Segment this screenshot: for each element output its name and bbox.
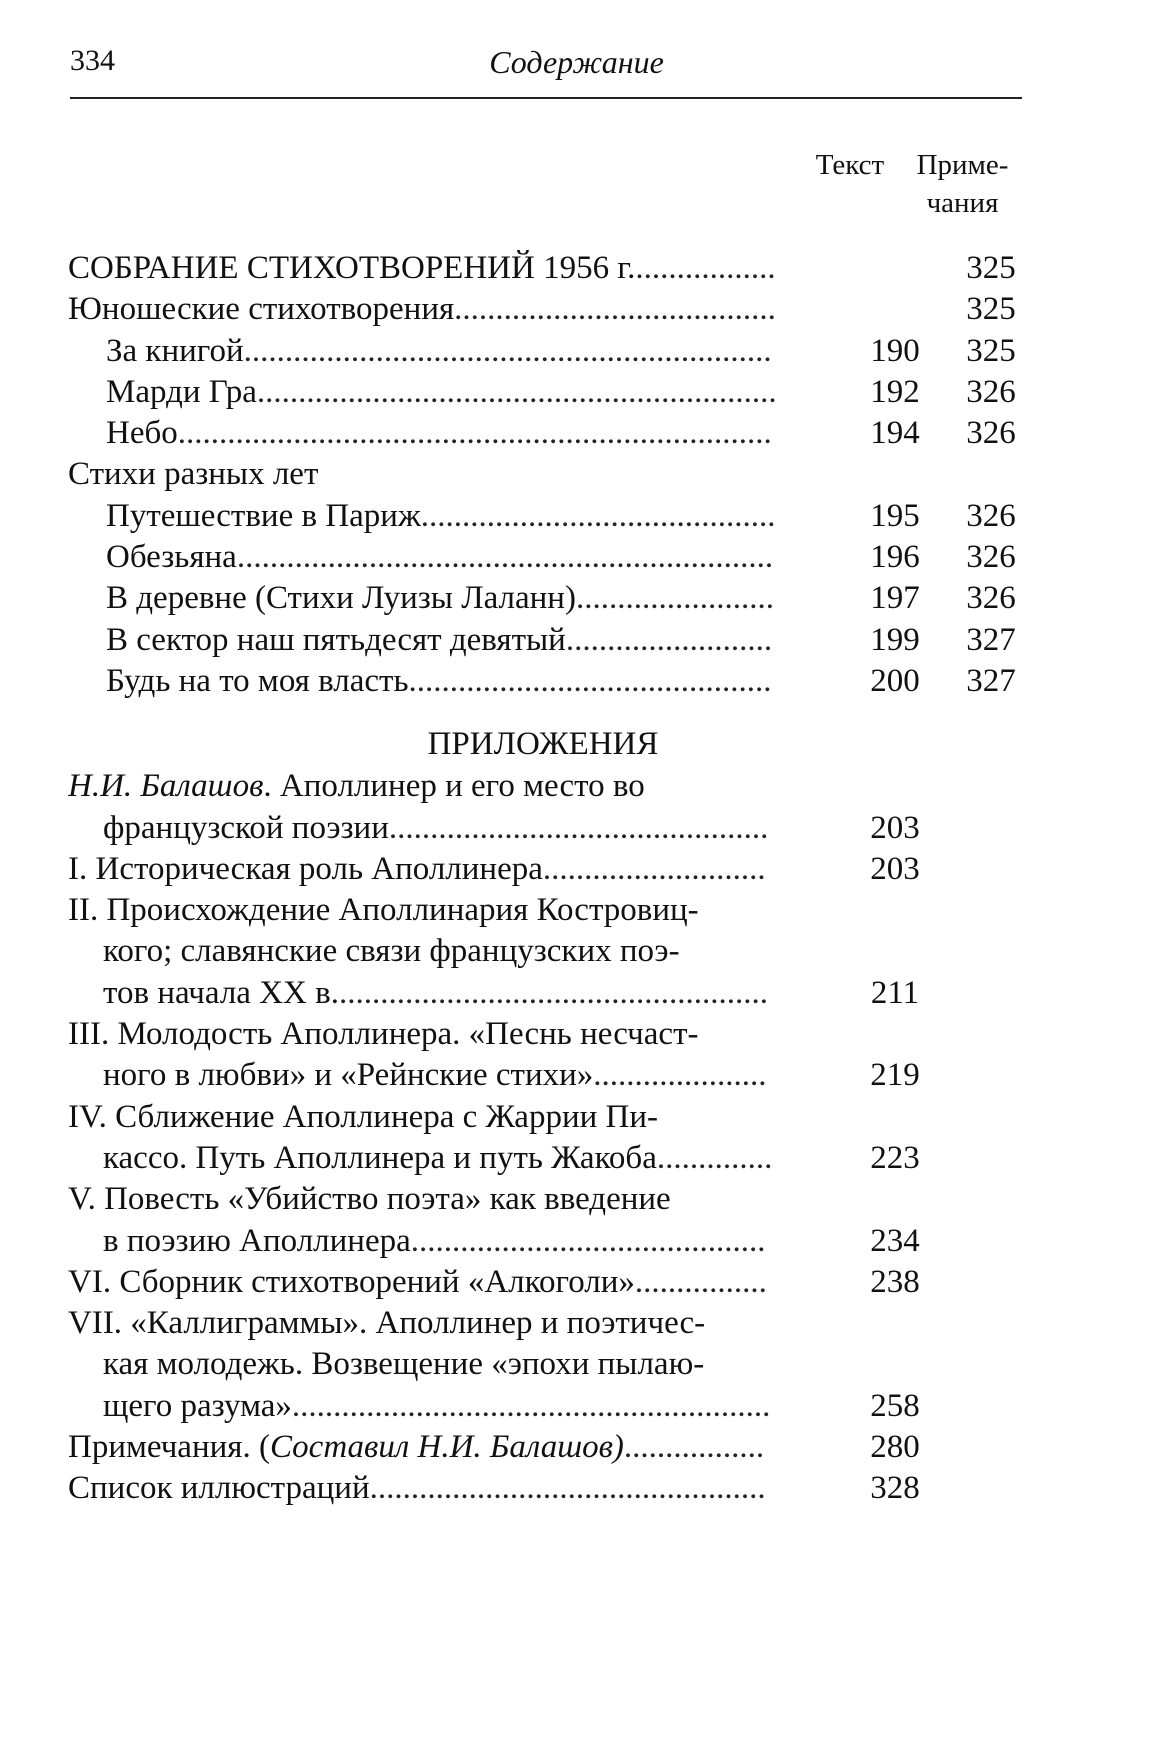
entry-title: За книгой................................................................ xyxy=(106,332,772,369)
text-page: 258 xyxy=(870,1387,920,1424)
toc-entry xyxy=(68,808,1018,849)
chapter-1-title: I. Историческая роль Аполлинера xyxy=(68,850,543,887)
chapter-6-title: VI. Сборник стихотворений «Алкоголи» xyxy=(68,1263,635,1300)
entry-title: В сектор наш пятьдесят девятый......................... xyxy=(106,621,773,658)
text-page: 194 xyxy=(870,415,920,452)
toc-entry xyxy=(68,289,1018,330)
text-page: 238 xyxy=(870,1263,920,1300)
entry-label: За книгой xyxy=(106,332,244,369)
notes-page: 325 xyxy=(966,291,1016,328)
table-of-contents xyxy=(68,248,1018,1510)
toc-entry xyxy=(68,1427,1018,1468)
entry-label: Стихи разных лет xyxy=(68,456,319,493)
text-page: 196 xyxy=(870,539,920,576)
essay-title-line1: . Аполлинер и его место во xyxy=(263,768,645,805)
text-page: 199 xyxy=(870,621,920,658)
text-page: 195 xyxy=(870,497,920,534)
text-page: 203 xyxy=(870,809,920,846)
entry-title: IV. Сближение Аполлинера с Жаррии Пи- xyxy=(68,1098,659,1135)
notes-page: 327 xyxy=(966,621,1016,658)
notes-label: Примечания. ( xyxy=(68,1429,270,1466)
entry-title: в поэзию Аполлинера........................................... xyxy=(103,1222,766,1259)
toc-entry xyxy=(68,890,1018,931)
toc-entry xyxy=(68,1468,1018,1509)
text-page: 197 xyxy=(870,580,920,617)
running-title: Содержание xyxy=(489,44,664,80)
entry-label: Марди Гра xyxy=(106,373,257,410)
toc-entry xyxy=(68,248,1018,289)
toc-entry xyxy=(68,1097,1018,1138)
toc-entry xyxy=(68,1014,1018,1055)
notes-page: 326 xyxy=(966,580,1016,617)
notes-page: 326 xyxy=(966,497,1016,534)
text-page: 219 xyxy=(870,1057,920,1094)
entry-label: Юношеские стихотворения xyxy=(68,291,455,328)
toc-entry xyxy=(68,1344,1018,1385)
column-header-notes-line2: чания xyxy=(926,187,999,219)
text-page: 203 xyxy=(870,850,920,887)
toc-entry xyxy=(68,537,1018,578)
column-header-notes-line1: Приме- xyxy=(916,149,1009,181)
entry-label: Обезьяна xyxy=(106,539,237,576)
notes-page: 326 xyxy=(966,415,1016,452)
toc-entry xyxy=(68,849,1018,890)
notes-compiler: Составил Н.И. Балашов) xyxy=(269,1429,624,1466)
toc-entry xyxy=(68,931,1018,972)
text-page: 192 xyxy=(870,373,920,410)
toc-entry xyxy=(68,973,1018,1014)
text-page: 234 xyxy=(870,1222,920,1259)
header-rule xyxy=(70,97,1022,99)
toc-entry xyxy=(68,1303,1018,1344)
notes-page: 327 xyxy=(966,662,1016,699)
entry-title: щего разума».......................................................... xyxy=(103,1387,771,1424)
entry-title xyxy=(68,454,318,495)
chapter-3-title-line2: ного в любви» и «Рейнские стихи» xyxy=(103,1057,594,1094)
entry-title: VII. «Каллиграммы». Аполлинер и поэтичес- xyxy=(68,1305,706,1342)
appendix-heading: ПРИЛОЖЕНИЯ xyxy=(427,726,659,763)
entry-title: I. Историческая роль Аполлинера........................... xyxy=(68,850,766,887)
toc-entry xyxy=(68,1179,1018,1220)
entry-title: Путешествие в Париж........................................... xyxy=(106,497,776,534)
entry-title: французской поэзии.............................................. xyxy=(103,809,769,846)
toc-entry xyxy=(68,1055,1018,1096)
entry-label: В сектор наш пятьдесят девятый xyxy=(106,621,566,658)
column-header-notes xyxy=(905,146,1020,222)
entry-title: тов начала XX в..................................................... xyxy=(103,974,768,1011)
poems-section xyxy=(68,248,1018,702)
entry-title: II. Происхождение Аполлинария Костровиц- xyxy=(68,892,699,929)
toc-entry xyxy=(68,1138,1018,1179)
entry-title: Обезьяна................................................................. xyxy=(106,539,774,576)
entry-title: кая молодежь. Возвещение «эпохи пылаю- xyxy=(103,1346,705,1383)
entry-title: кого; славянские связи французских поэ- xyxy=(103,933,680,970)
essay-author: Н.И. Балашов xyxy=(68,768,264,805)
notes-page: 326 xyxy=(966,373,1016,410)
toc-entry xyxy=(68,578,1018,619)
chapter-4-title-line2: кассо. Путь Аполлинера и путь Жакоба xyxy=(103,1139,657,1176)
entry-label: Небо xyxy=(106,415,178,452)
toc-entry xyxy=(68,1386,1018,1427)
entry-title: Юношеские стихотворения....................................... xyxy=(68,291,776,328)
entry-title xyxy=(68,766,645,807)
text-page: 223 xyxy=(870,1139,920,1176)
essay-title-line2: французской поэзии xyxy=(103,809,389,846)
entry-title: VI. Сборник стихотворений «Алкоголи»................ xyxy=(68,1263,767,1300)
entry-title: СОБРАНИЕ СТИХОТВОРЕНИЙ 1956 г.................. xyxy=(68,250,776,286)
entry-title: Небо........................................................................ xyxy=(106,415,772,452)
toc-entry xyxy=(68,413,1018,454)
toc-entry xyxy=(68,661,1018,702)
entry-label: Путешествие в Париж xyxy=(106,497,421,534)
illustrations-title: Список иллюстраций xyxy=(68,1470,370,1507)
chapter-2-title-line3: тов начала XX в. xyxy=(103,974,339,1011)
toc-entry xyxy=(68,620,1018,661)
toc-entry xyxy=(68,454,1018,495)
entry-title: В деревне (Стихи Луизы Лаланн)........................ xyxy=(106,580,774,617)
entry-label: Будь на то моя власть xyxy=(106,662,409,699)
toc-entry xyxy=(68,1221,1018,1262)
toc-entry xyxy=(68,766,1018,807)
notes-page: 326 xyxy=(966,539,1016,576)
text-page: 211 xyxy=(870,974,920,1011)
notes-page: 325 xyxy=(966,250,1016,286)
column-header-text: Текст xyxy=(815,149,885,181)
entry-title: кассо. Путь Аполлинера и путь Жакоба.............. xyxy=(103,1139,773,1176)
entry-title: Будь на то моя власть............................................ xyxy=(106,662,772,699)
chapter-7-title-line3: щего разума» xyxy=(103,1387,292,1424)
entry-title: Список иллюстраций................................................ xyxy=(68,1470,766,1507)
entry-title: III. Молодость Аполлинера. «Песнь несчаст- xyxy=(68,1016,699,1053)
entry-title: Марди Гра............................................................... xyxy=(106,373,777,410)
text-page: 190 xyxy=(870,332,920,369)
entry-title: ного в любви» и «Рейнские стихи»..................... xyxy=(103,1057,767,1094)
appendix-section xyxy=(68,766,1018,1509)
text-page: 200 xyxy=(870,662,920,699)
text-page: 328 xyxy=(870,1470,920,1507)
text-page: 280 xyxy=(870,1429,920,1466)
entry-title: V. Повесть «Убийство поэта» как введение xyxy=(68,1181,671,1218)
notes-page: 325 xyxy=(966,332,1016,369)
toc-entry xyxy=(68,372,1018,413)
toc-entry xyxy=(68,496,1018,537)
toc-entry xyxy=(68,331,1018,372)
toc-entry xyxy=(68,1262,1018,1303)
page-number: 334 xyxy=(70,44,115,77)
entry-title: Примечания. (Составил Н.И. Балашов)................. xyxy=(68,1429,765,1466)
entry-label: СОБРАНИЕ СТИХОТВОРЕНИЙ 1956 г. xyxy=(68,250,636,286)
entry-label: В деревне (Стихи Луизы Лаланн) xyxy=(106,580,576,617)
chapter-5-title-line2: в поэзию Аполлинера xyxy=(103,1222,411,1259)
